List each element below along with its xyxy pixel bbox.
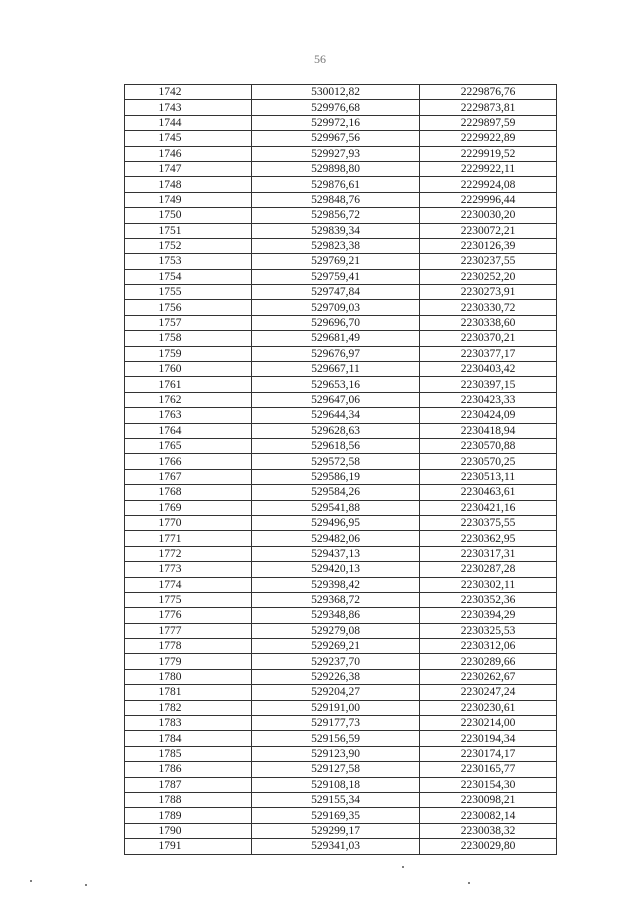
table-row: [125, 500, 557, 515]
table-row: [125, 531, 557, 546]
table-row: [125, 269, 557, 284]
table-row: [125, 716, 557, 731]
x-coordinate-cell: 529976,68: [252, 100, 420, 115]
point-number-cell: 1760: [125, 362, 252, 377]
y-coordinate-cell: 2230325,53: [420, 623, 557, 638]
point-number-cell: 1759: [125, 346, 252, 361]
y-coordinate-cell: 2230273,91: [420, 285, 557, 300]
point-number-cell: 1768: [125, 485, 252, 500]
x-coordinate-cell: 529156,59: [252, 731, 420, 746]
point-number-cell: 1766: [125, 454, 252, 469]
x-coordinate-cell: 529667,11: [252, 362, 420, 377]
y-coordinate-cell: 2230214,00: [420, 716, 557, 731]
y-coordinate-cell: 2230423,33: [420, 392, 557, 407]
table-row: [125, 177, 557, 192]
coordinates-table: [124, 84, 557, 855]
x-coordinate-cell: 529618,56: [252, 438, 420, 453]
table-row: [125, 639, 557, 654]
page-number: 56: [314, 52, 326, 66]
table-row: [125, 562, 557, 577]
x-coordinate-cell: 529226,38: [252, 669, 420, 684]
x-coordinate-cell: 529647,06: [252, 392, 420, 407]
y-coordinate-cell: 2230463,61: [420, 485, 557, 500]
y-coordinate-cell: 2230287,28: [420, 562, 557, 577]
y-coordinate-cell: 2230165,77: [420, 762, 557, 777]
point-number-cell: 1765: [125, 438, 252, 453]
y-coordinate-cell: 2230375,55: [420, 515, 557, 530]
coordinates-table-container: [124, 84, 556, 855]
x-coordinate-cell: 529584,26: [252, 485, 420, 500]
table-row: [125, 669, 557, 684]
x-coordinate-cell: 529191,00: [252, 700, 420, 715]
y-coordinate-cell: 2229919,52: [420, 146, 557, 161]
y-coordinate-cell: 2230418,94: [420, 423, 557, 438]
point-number-cell: 1773: [125, 562, 252, 577]
point-number-cell: 1745: [125, 131, 252, 146]
table-row: [125, 546, 557, 561]
y-coordinate-cell: 2229996,44: [420, 192, 557, 207]
table-row: [125, 362, 557, 377]
table-row: [125, 423, 557, 438]
table-row: [125, 115, 557, 130]
y-coordinate-cell: 2230302,11: [420, 577, 557, 592]
table-row: [125, 777, 557, 792]
point-number-cell: 1783: [125, 716, 252, 731]
table-row: [125, 515, 557, 530]
point-number-cell: 1789: [125, 808, 252, 823]
x-coordinate-cell: 529368,72: [252, 592, 420, 607]
point-number-cell: 1743: [125, 100, 252, 115]
x-coordinate-cell: 529341,03: [252, 839, 420, 854]
point-number-cell: 1742: [125, 85, 252, 100]
x-coordinate-cell: 529572,58: [252, 454, 420, 469]
point-number-cell: 1779: [125, 654, 252, 669]
table-row: [125, 100, 557, 115]
table-row: [125, 408, 557, 423]
table-row: [125, 300, 557, 315]
point-number-cell: 1774: [125, 577, 252, 592]
y-coordinate-cell: 2230174,17: [420, 746, 557, 761]
table-row: [125, 131, 557, 146]
y-coordinate-cell: 2230570,25: [420, 454, 557, 469]
scan-speck: [402, 866, 404, 868]
x-coordinate-cell: 529299,17: [252, 823, 420, 838]
y-coordinate-cell: 2230038,32: [420, 823, 557, 838]
table-row: [125, 315, 557, 330]
point-number-cell: 1775: [125, 592, 252, 607]
y-coordinate-cell: 2230338,60: [420, 315, 557, 330]
point-number-cell: 1771: [125, 531, 252, 546]
point-number-cell: 1770: [125, 515, 252, 530]
x-coordinate-cell: 529769,21: [252, 254, 420, 269]
y-coordinate-cell: 2230082,14: [420, 808, 557, 823]
x-coordinate-cell: 529681,49: [252, 331, 420, 346]
x-coordinate-cell: 529898,80: [252, 161, 420, 176]
y-coordinate-cell: 2229922,89: [420, 131, 557, 146]
point-number-cell: 1767: [125, 469, 252, 484]
point-number-cell: 1754: [125, 269, 252, 284]
y-coordinate-cell: 2230424,09: [420, 408, 557, 423]
x-coordinate-cell: 529876,61: [252, 177, 420, 192]
x-coordinate-cell: 529348,86: [252, 608, 420, 623]
x-coordinate-cell: 529972,16: [252, 115, 420, 130]
x-coordinate-cell: 529169,35: [252, 808, 420, 823]
y-coordinate-cell: 2230030,20: [420, 208, 557, 223]
table-row: [125, 623, 557, 638]
table-row: [125, 823, 557, 838]
table-row: [125, 331, 557, 346]
y-coordinate-cell: 2230352,36: [420, 592, 557, 607]
x-coordinate-cell: 529927,93: [252, 146, 420, 161]
table-row: [125, 238, 557, 253]
point-number-cell: 1787: [125, 777, 252, 792]
x-coordinate-cell: 529482,06: [252, 531, 420, 546]
point-number-cell: 1786: [125, 762, 252, 777]
table-row: [125, 469, 557, 484]
scan-speck: [468, 882, 470, 884]
y-coordinate-cell: 2230098,21: [420, 792, 557, 807]
table-row: [125, 654, 557, 669]
point-number-cell: 1780: [125, 669, 252, 684]
x-coordinate-cell: 529177,73: [252, 716, 420, 731]
point-number-cell: 1781: [125, 685, 252, 700]
point-number-cell: 1755: [125, 285, 252, 300]
point-number-cell: 1747: [125, 161, 252, 176]
y-coordinate-cell: 2230377,17: [420, 346, 557, 361]
table-row: [125, 85, 557, 100]
point-number-cell: 1788: [125, 792, 252, 807]
table-row: [125, 254, 557, 269]
y-coordinate-cell: 2230513,11: [420, 469, 557, 484]
y-coordinate-cell: 2230154,30: [420, 777, 557, 792]
point-number-cell: 1764: [125, 423, 252, 438]
point-number-cell: 1763: [125, 408, 252, 423]
point-number-cell: 1748: [125, 177, 252, 192]
x-coordinate-cell: 529839,34: [252, 223, 420, 238]
x-coordinate-cell: 529823,38: [252, 238, 420, 253]
point-number-cell: 1784: [125, 731, 252, 746]
table-row: [125, 223, 557, 238]
table-row: [125, 438, 557, 453]
x-coordinate-cell: 529747,84: [252, 285, 420, 300]
x-coordinate-cell: 529967,56: [252, 131, 420, 146]
x-coordinate-cell: 529696,70: [252, 315, 420, 330]
table-row: [125, 454, 557, 469]
x-coordinate-cell: 529123,90: [252, 746, 420, 761]
x-coordinate-cell: 529709,03: [252, 300, 420, 315]
point-number-cell: 1791: [125, 839, 252, 854]
y-coordinate-cell: 2230289,66: [420, 654, 557, 669]
x-coordinate-cell: 529127,58: [252, 762, 420, 777]
x-coordinate-cell: 529628,63: [252, 423, 420, 438]
table-row: [125, 685, 557, 700]
point-number-cell: 1785: [125, 746, 252, 761]
table-row: [125, 146, 557, 161]
point-number-cell: 1758: [125, 331, 252, 346]
table-row: [125, 608, 557, 623]
y-coordinate-cell: 2230252,20: [420, 269, 557, 284]
x-coordinate-cell: 529644,34: [252, 408, 420, 423]
point-number-cell: 1757: [125, 315, 252, 330]
y-coordinate-cell: 2230194,34: [420, 731, 557, 746]
y-coordinate-cell: 2230029,80: [420, 839, 557, 854]
table-row: [125, 839, 557, 854]
table-row: [125, 592, 557, 607]
table-body: [125, 85, 557, 855]
y-coordinate-cell: 2230262,67: [420, 669, 557, 684]
table-row: [125, 192, 557, 207]
y-coordinate-cell: 2230397,15: [420, 377, 557, 392]
y-coordinate-cell: 2230237,55: [420, 254, 557, 269]
table-row: [125, 377, 557, 392]
point-number-cell: 1746: [125, 146, 252, 161]
x-coordinate-cell: 529848,76: [252, 192, 420, 207]
table-row: [125, 808, 557, 823]
x-coordinate-cell: 529155,34: [252, 792, 420, 807]
y-coordinate-cell: 2230072,21: [420, 223, 557, 238]
x-coordinate-cell: 529108,18: [252, 777, 420, 792]
point-number-cell: 1790: [125, 823, 252, 838]
x-coordinate-cell: 529759,41: [252, 269, 420, 284]
scan-speck: [30, 880, 32, 882]
table-row: [125, 208, 557, 223]
point-number-cell: 1752: [125, 238, 252, 253]
y-coordinate-cell: 2230362,95: [420, 531, 557, 546]
y-coordinate-cell: 2229876,76: [420, 85, 557, 100]
x-coordinate-cell: 529856,72: [252, 208, 420, 223]
table-row: [125, 762, 557, 777]
point-number-cell: 1776: [125, 608, 252, 623]
y-coordinate-cell: 2230370,21: [420, 331, 557, 346]
point-number-cell: 1777: [125, 623, 252, 638]
y-coordinate-cell: 2229922,11: [420, 161, 557, 176]
x-coordinate-cell: 529398,42: [252, 577, 420, 592]
y-coordinate-cell: 2230247,24: [420, 685, 557, 700]
point-number-cell: 1778: [125, 639, 252, 654]
y-coordinate-cell: 2230330,72: [420, 300, 557, 315]
table-row: [125, 746, 557, 761]
point-number-cell: 1769: [125, 500, 252, 515]
scan-speck: [85, 884, 87, 886]
table-row: [125, 392, 557, 407]
table-row: [125, 577, 557, 592]
y-coordinate-cell: 2230570,88: [420, 438, 557, 453]
point-number-cell: 1762: [125, 392, 252, 407]
x-coordinate-cell: 529279,08: [252, 623, 420, 638]
x-coordinate-cell: 529496,95: [252, 515, 420, 530]
x-coordinate-cell: 529676,97: [252, 346, 420, 361]
point-number-cell: 1782: [125, 700, 252, 715]
table-row: [125, 731, 557, 746]
x-coordinate-cell: 530012,82: [252, 85, 420, 100]
y-coordinate-cell: 2230230,61: [420, 700, 557, 715]
y-coordinate-cell: 2229924,08: [420, 177, 557, 192]
x-coordinate-cell: 529653,16: [252, 377, 420, 392]
point-number-cell: 1751: [125, 223, 252, 238]
y-coordinate-cell: 2230317,31: [420, 546, 557, 561]
point-number-cell: 1761: [125, 377, 252, 392]
y-coordinate-cell: 2230394,29: [420, 608, 557, 623]
x-coordinate-cell: 529437,13: [252, 546, 420, 561]
point-number-cell: 1772: [125, 546, 252, 561]
point-number-cell: 1753: [125, 254, 252, 269]
point-number-cell: 1756: [125, 300, 252, 315]
y-coordinate-cell: 2230312,06: [420, 639, 557, 654]
point-number-cell: 1750: [125, 208, 252, 223]
point-number-cell: 1744: [125, 115, 252, 130]
y-coordinate-cell: 2230403,42: [420, 362, 557, 377]
x-coordinate-cell: 529586,19: [252, 469, 420, 484]
table-row: [125, 485, 557, 500]
y-coordinate-cell: 2229897,59: [420, 115, 557, 130]
x-coordinate-cell: 529541,88: [252, 500, 420, 515]
table-row: [125, 161, 557, 176]
x-coordinate-cell: 529204,27: [252, 685, 420, 700]
y-coordinate-cell: 2230126,39: [420, 238, 557, 253]
table-row: [125, 285, 557, 300]
x-coordinate-cell: 529420,13: [252, 562, 420, 577]
y-coordinate-cell: 2229873,81: [420, 100, 557, 115]
point-number-cell: 1749: [125, 192, 252, 207]
y-coordinate-cell: 2230421,16: [420, 500, 557, 515]
x-coordinate-cell: 529269,21: [252, 639, 420, 654]
table-row: [125, 346, 557, 361]
x-coordinate-cell: 529237,70: [252, 654, 420, 669]
table-row: [125, 700, 557, 715]
table-row: [125, 792, 557, 807]
